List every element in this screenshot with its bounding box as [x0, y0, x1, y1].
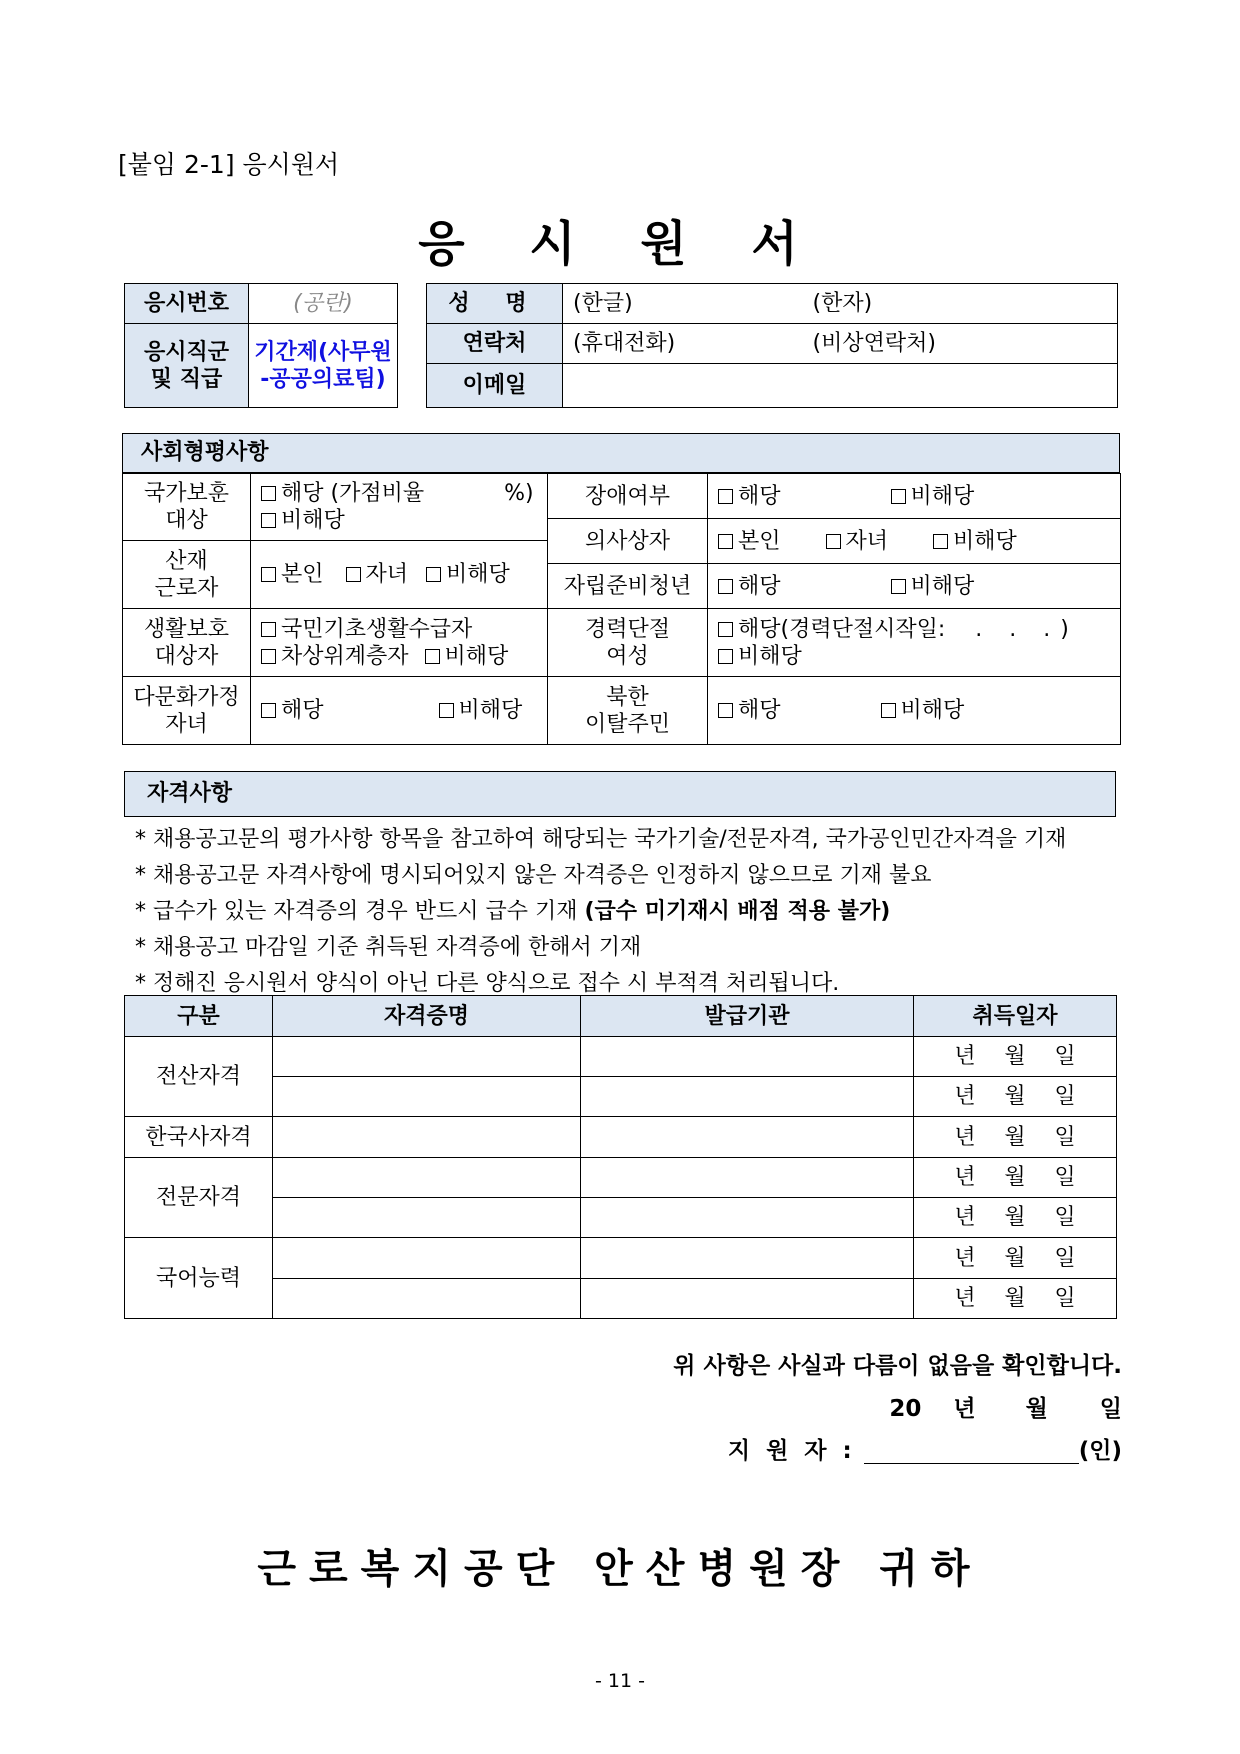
cert-name-field[interactable] — [273, 1117, 581, 1158]
defector-label-line2: 이탈주민 — [584, 711, 670, 737]
career-break-options — [708, 609, 1121, 677]
date-day: 일 — [1054, 1286, 1076, 1311]
email-field[interactable] — [563, 364, 1118, 408]
applicant-signature-line — [728, 1432, 1122, 1465]
exam-info-table — [124, 283, 398, 408]
multicultural-yes-label: 해당 — [281, 698, 324, 723]
category-it: 전산자격 — [125, 1037, 273, 1117]
defector-no-label: 비해당 — [900, 698, 965, 723]
acquired-date-field[interactable] — [914, 1158, 1117, 1198]
welfare-basic-label: 국민기초생활수급자 — [281, 616, 473, 642]
applicant-label: 지 원 자 : — [727, 1438, 856, 1464]
issuer-field[interactable] — [581, 1238, 914, 1279]
independent-no-label: 비해당 — [910, 573, 975, 599]
date-month: 월 — [1004, 1245, 1026, 1271]
qual-note-5: * 정해진 응시원서 양식이 아닌 다른 양식으로 접수 시 부적격 처리됩니다. — [135, 971, 840, 996]
date-prefix: 20 — [889, 1396, 922, 1422]
independent-yes-checkbox[interactable] — [718, 579, 733, 594]
multicultural-label — [123, 677, 251, 745]
issuer-field[interactable] — [581, 1037, 914, 1077]
injured-label-line2: 근로자 — [154, 575, 219, 601]
date-month: 월 — [1025, 1396, 1048, 1422]
qual-note-3-text: * 급수가 있는 자격증의 경우 반드시 급수 기재 — [135, 899, 585, 924]
date-day: 일 — [1054, 1084, 1076, 1109]
date-year: 년 — [954, 1165, 976, 1190]
job-value-line1: 기간제(사무원 — [254, 339, 392, 365]
name-hanja-field[interactable]: (한자) — [803, 284, 1118, 324]
injured-child-checkbox[interactable] — [346, 567, 361, 582]
date-month: 월 — [1004, 1286, 1026, 1311]
category-professional: 전문자격 — [125, 1158, 273, 1238]
date-year: 년 — [954, 1245, 976, 1271]
date-month: 월 — [1004, 1165, 1026, 1190]
acquired-date-field[interactable] — [914, 1279, 1117, 1319]
date-month: 월 — [1004, 1205, 1026, 1230]
recipient-line: 근로복지공단 안산병원장 귀하 — [257, 1546, 983, 1592]
career-label-line1: 경력단절 — [584, 616, 670, 642]
independent-no-checkbox[interactable] — [891, 579, 906, 594]
independent-youth-options — [708, 564, 1121, 609]
career-yes-label: 해당(경력단절시작일: — [738, 616, 946, 642]
acquired-date-field[interactable] — [914, 1117, 1117, 1158]
righteous-child-checkbox[interactable] — [826, 534, 841, 549]
date-year: 년 — [954, 1124, 976, 1150]
cert-name-field[interactable] — [273, 1158, 581, 1198]
career-label-line2: 여성 — [606, 643, 649, 669]
righteous-options — [708, 519, 1121, 564]
defector-label — [548, 677, 708, 745]
disability-yes-checkbox[interactable] — [718, 489, 733, 504]
cert-name-field[interactable] — [273, 1077, 581, 1117]
independent-youth-label: 자립준비청년 — [548, 564, 708, 609]
disability-no-checkbox[interactable] — [891, 489, 906, 504]
email-label: 이메일 — [427, 364, 563, 408]
injured-label-line1: 산재 — [165, 548, 208, 574]
signature-field[interactable] — [864, 1441, 1079, 1464]
date-year: 년 — [954, 1084, 976, 1109]
cert-name-field[interactable] — [273, 1238, 581, 1279]
col-category-header: 구분 — [125, 996, 273, 1037]
disability-yes-label: 해당 — [738, 483, 781, 509]
issuer-field[interactable] — [581, 1117, 914, 1158]
exam-no-label: 응시번호 — [125, 284, 249, 324]
defector-yes-label: 해당 — [738, 698, 781, 723]
emergency-contact-field[interactable]: (비상연락처) — [803, 324, 1118, 364]
veteran-options — [251, 474, 548, 541]
col-cert-header: 자격증명 — [273, 996, 581, 1037]
veteran-no-checkbox[interactable] — [261, 513, 276, 528]
social-equity-table — [122, 473, 1121, 745]
page-number: - 11 - — [595, 1670, 645, 1692]
veteran-yes-label: 해당 (가점비율 — [281, 481, 425, 506]
job-value — [249, 324, 398, 408]
injured-self-label: 본인 — [281, 562, 324, 587]
cert-name-field[interactable] — [273, 1279, 581, 1319]
welfare-basic-checkbox[interactable] — [261, 622, 276, 637]
veteran-label — [123, 474, 251, 541]
date-year: 년 — [954, 1205, 976, 1230]
career-date-field[interactable]: . . .) — [975, 616, 1079, 642]
issuer-field[interactable] — [581, 1198, 914, 1238]
welfare-nearpoor-checkbox[interactable] — [261, 649, 276, 664]
career-no-label: 비해당 — [738, 643, 802, 669]
disability-options — [708, 474, 1121, 519]
date-year: 년 — [953, 1396, 976, 1422]
date-day: 일 — [1054, 1205, 1076, 1230]
multicultural-label-line1: 다문화가정 — [133, 684, 240, 710]
injured-worker-label — [123, 541, 251, 609]
job-label-line2: 및 직급 — [150, 366, 223, 392]
acquired-date-field[interactable] — [914, 1077, 1117, 1117]
qual-note-2: * 채용공고문 자격사항에 명시되어있지 않은 자격증은 인정하지 않으므로 기재 불요 — [135, 863, 932, 888]
date-day: 일 — [1054, 1124, 1076, 1150]
qual-note-3-bold: (급수 미기재시 배점 적용 불가) — [584, 899, 891, 924]
righteous-no-label: 비해당 — [953, 528, 1017, 554]
multicultural-label-line2: 자녀 — [165, 711, 208, 737]
righteous-label: 의사상자 — [548, 519, 708, 564]
date-day: 일 — [1054, 1245, 1076, 1271]
disability-label: 장애여부 — [548, 474, 708, 519]
injured-child-label: 자녀 — [365, 562, 409, 587]
qual-note-1: * 채용공고문의 평가사항 항목을 참고하여 해당되는 국가기술/전문자격, 국가공인민간자격을 기재 — [135, 827, 1067, 852]
career-break-label — [548, 609, 708, 677]
job-value-line2: -공공의료팀) — [260, 366, 386, 392]
issuer-field[interactable] — [581, 1158, 914, 1198]
disability-no-label: 비해당 — [910, 483, 975, 509]
injured-self-checkbox[interactable] — [261, 567, 276, 582]
multicultural-no-checkbox[interactable] — [439, 703, 454, 718]
qual-note-4: * 채용공고 마감일 기준 취득된 자격증에 한해서 기재 — [135, 935, 642, 960]
issuer-field[interactable] — [581, 1077, 914, 1117]
veteran-yes-checkbox[interactable] — [261, 486, 276, 501]
col-date-header: 취득일자 — [914, 996, 1117, 1037]
welfare-nearpoor-label: 차상위계층자 — [281, 643, 409, 669]
name-korean-field[interactable]: (한글) — [563, 284, 803, 324]
date-year: 년 — [954, 1286, 976, 1311]
multicultural-options — [251, 677, 548, 745]
multicultural-yes-checkbox[interactable] — [261, 703, 276, 718]
seal-label: (인) — [1078, 1438, 1122, 1464]
date-day: 일 — [1099, 1396, 1122, 1422]
welfare-label — [123, 609, 251, 677]
date-month: 월 — [1004, 1084, 1026, 1109]
veteran-label-line1: 국가보훈 — [143, 481, 229, 506]
contact-label: 연락처 — [427, 324, 563, 364]
righteous-no-checkbox[interactable] — [933, 534, 948, 549]
date-month: 월 — [1004, 1124, 1026, 1150]
date-month: 월 — [1004, 1044, 1026, 1069]
injured-no-checkbox[interactable] — [426, 567, 441, 582]
name-label: 성 명 — [427, 284, 563, 324]
defector-yes-checkbox[interactable] — [718, 703, 733, 718]
welfare-no-label: 비해당 — [444, 643, 509, 669]
injured-worker-options — [251, 541, 548, 609]
personal-info-table — [426, 283, 1118, 408]
cert-name-field[interactable] — [273, 1037, 581, 1077]
veteran-pct-label: %) — [504, 481, 534, 506]
righteous-child-label: 자녀 — [845, 528, 889, 554]
job-label — [125, 324, 249, 408]
attachment-label: [붙임 2-1] 응시원서 — [118, 150, 340, 179]
cert-name-field[interactable] — [273, 1198, 581, 1238]
career-yes-checkbox[interactable] — [718, 622, 733, 637]
righteous-self-checkbox[interactable] — [718, 534, 733, 549]
social-equity-header: 사회형평사항 — [122, 433, 1120, 473]
category-korean-language: 국어능력 — [125, 1238, 273, 1319]
qualifications-header: 자격사항 — [124, 771, 1116, 817]
acquired-date-field[interactable] — [914, 1037, 1117, 1077]
defector-label-line1: 북한 — [606, 684, 649, 710]
righteous-self-label: 본인 — [738, 528, 781, 554]
independent-yes-label: 해당 — [738, 573, 781, 599]
injured-no-label: 비해당 — [446, 562, 510, 587]
date-day: 일 — [1054, 1044, 1076, 1069]
welfare-label-line2: 대상자 — [154, 643, 219, 669]
category-history: 한국사자격 — [125, 1117, 273, 1158]
date-day: 일 — [1054, 1165, 1076, 1190]
confirmation-date — [889, 1390, 1122, 1423]
welfare-label-line1: 생활보호 — [143, 616, 229, 642]
qualifications-table — [124, 995, 1117, 1319]
qual-note-3 — [135, 894, 890, 925]
issuer-field[interactable] — [581, 1279, 914, 1319]
welfare-no-checkbox[interactable] — [425, 649, 440, 664]
veteran-label-line2: 대상 — [165, 508, 208, 533]
multicultural-no-label: 비해당 — [458, 698, 523, 723]
exam-no-value[interactable]: (공란) — [249, 284, 398, 324]
date-year: 년 — [954, 1044, 976, 1069]
mobile-field[interactable]: (휴대전화) — [563, 324, 803, 364]
confirmation-statement: 위 사항은 사실과 다름이 없음을 확인합니다. — [673, 1353, 1122, 1379]
job-label-line1: 응시직군 — [143, 339, 229, 365]
acquired-date-field[interactable] — [914, 1198, 1117, 1238]
document-title: 응 시 원 서 — [418, 216, 822, 272]
acquired-date-field[interactable] — [914, 1238, 1117, 1279]
defector-options — [708, 677, 1121, 745]
col-issuer-header: 발급기관 — [581, 996, 914, 1037]
welfare-options — [251, 609, 548, 677]
career-no-checkbox[interactable] — [718, 649, 733, 664]
veteran-no-label: 비해당 — [281, 508, 345, 533]
defector-no-checkbox[interactable] — [881, 703, 896, 718]
